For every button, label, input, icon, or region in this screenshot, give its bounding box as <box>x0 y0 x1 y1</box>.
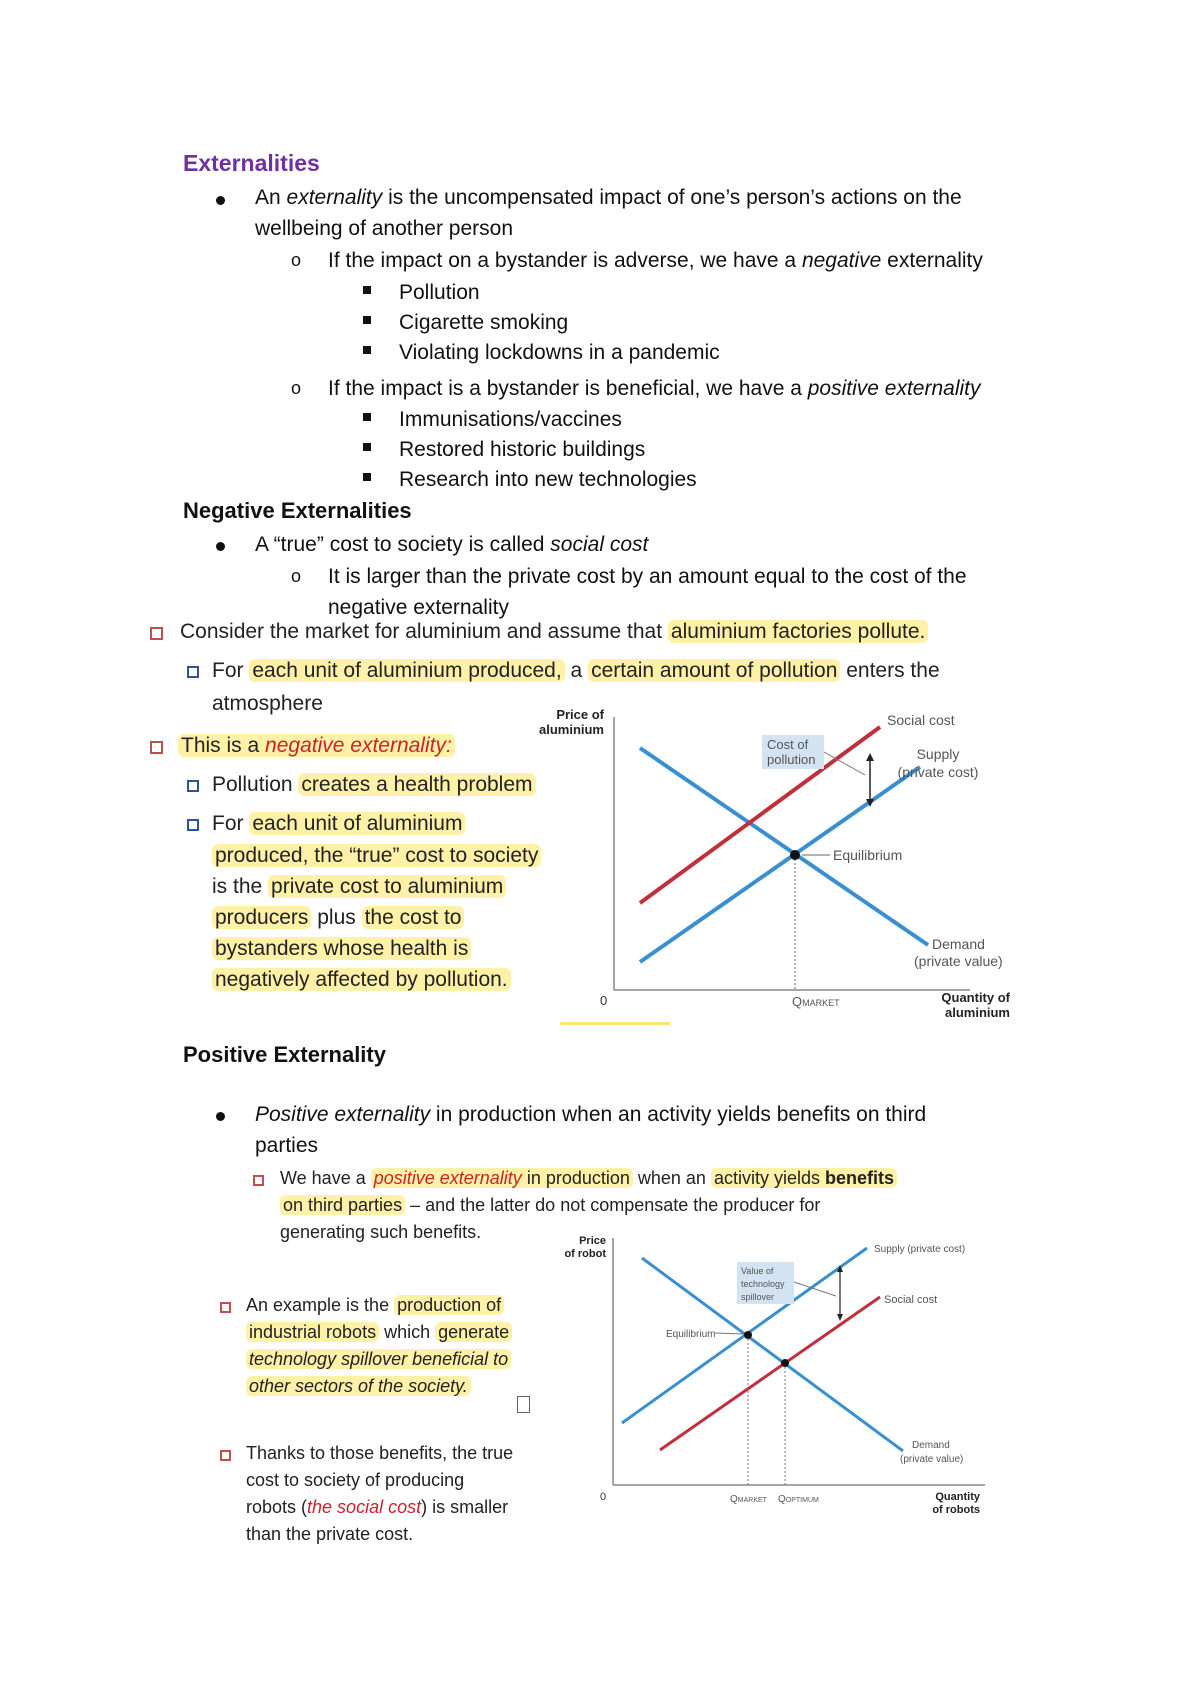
pos-item: Restored historic buildings <box>399 438 646 461</box>
positive-def-line-2: parties <box>255 1134 319 1157</box>
slide-bullet-box <box>253 1175 264 1186</box>
chart2-optimum-point <box>781 1359 789 1367</box>
chart2-qmarket-label: QMARKET <box>730 1494 767 1505</box>
chart1-arrow-head-up <box>866 753 874 761</box>
slide2-line: We have a positive externality in production when an activity yields benefits <box>280 1165 897 1192</box>
sub-bullet-o: o <box>291 250 302 270</box>
heading-negative-externalities: Negative Externalities <box>183 498 412 523</box>
sub-bullet-o: o <box>291 378 302 398</box>
sub-bullet-o: o <box>291 566 302 586</box>
slide-line: For each unit of aluminium produced, a certain amount of pollution enters the <box>212 659 940 682</box>
slide2-line: industrial robots which generate <box>246 1319 512 1346</box>
positive-def-line-1: Positive externality in production when an activity yields benefits on third <box>255 1103 927 1126</box>
chart2-origin: 0 <box>600 1491 607 1503</box>
chart1-ylabel-2: aluminium <box>538 722 604 737</box>
chart2-demand-sublabel: (private value) <box>900 1454 964 1465</box>
slide-line: atmosphere <box>212 692 323 715</box>
chart1-xlabel-1: Quantity of <box>941 990 1010 1005</box>
chart2-arrow-head-down <box>837 1314 843 1321</box>
social-cost-line: A “true” cost to society is called social cost <box>255 533 649 556</box>
text-cursor-icon <box>517 1396 530 1413</box>
chart1-qmarket-label: QMARKET <box>792 994 840 1009</box>
chart2-ylabel-2: of robot <box>564 1248 606 1260</box>
slide-bullet-box <box>150 741 163 754</box>
chart2-spillover-label-2: technology <box>741 1279 785 1289</box>
slide2-line: generating such benefits. <box>280 1222 482 1242</box>
chart1-demand-label: Demand <box>932 936 985 952</box>
slide2-line: technology spillover beneficial to <box>246 1346 511 1373</box>
chart1-supply-sublabel: (private cost) <box>897 764 979 780</box>
slide-line: Pollution creates a health problem <box>212 769 536 800</box>
slide2-line: Thanks to those benefits, the true <box>246 1443 514 1463</box>
larger-cost-line-2: negative externality <box>328 596 509 619</box>
chart1-cost-pollution-label-2: pollution <box>767 752 816 767</box>
chart2-spillover-label-3: spillover <box>741 1292 775 1302</box>
slide-bullet-box <box>220 1450 231 1461</box>
bullet-dot <box>216 192 225 210</box>
pos-item: Immunisations/vaccines <box>399 408 622 431</box>
chart2-xlabel-1: Quantity <box>935 1491 980 1503</box>
definition-line-1: An externality is the uncompensated impact of one’s person’s actions on the <box>255 186 962 209</box>
chart1-cost-pollution-label-1: Cost of <box>767 737 809 752</box>
slide-bullet-box <box>150 627 163 640</box>
slide-line: producers plus the cost to <box>212 902 464 933</box>
slide-sub-bullet-box <box>187 666 199 678</box>
slide-line: is the private cost to aluminium <box>212 871 506 902</box>
chart1-xlabel-2: aluminium <box>944 1005 1010 1020</box>
chart2-equilibrium-label: Equilibrium <box>666 1329 716 1340</box>
definition-line-2: wellbeing of another person <box>255 217 514 240</box>
chart1-social-cost-label: Social cost <box>887 712 955 728</box>
slide-sub-bullet-box <box>187 819 199 831</box>
chart1-origin: 0 <box>600 993 608 1008</box>
neg-item: Cigarette smoking <box>399 311 569 334</box>
negative-impact-line: If the impact on a bystander is adverse, we have a negative externality <box>328 249 983 272</box>
neg-item: Pollution <box>399 281 480 304</box>
chart2-equilibrium-point <box>744 1331 752 1339</box>
positive-impact-line: If the impact is a bystander is beneficial, we have a positive externality <box>328 377 981 400</box>
chart1-supply-label: Supply <box>916 746 960 762</box>
chart2-supply-label: Supply (private cost) <box>874 1244 966 1255</box>
slide2-line: cost to society of producing <box>246 1470 465 1490</box>
chart2-demand-label: Demand <box>912 1440 950 1451</box>
slide-line: negatively affected by pollution. <box>212 964 511 995</box>
chart1-supply-line <box>640 767 920 962</box>
slide-line: bystanders whose health is <box>212 933 471 964</box>
chart1-equilibrium-point <box>790 850 800 860</box>
neg-item: Violating lockdowns in a pandemic <box>399 341 720 364</box>
slide2-line: on third parties – and the latter do not compensate the producer for <box>280 1192 820 1219</box>
robot-chart <box>560 1230 1000 1520</box>
chart1-ylabel-1: Price of <box>556 707 604 722</box>
bullet-dot <box>216 538 225 556</box>
chart1-equilibrium-label: Equilibrium <box>833 847 903 863</box>
chart2-ylabel-1: Price <box>579 1235 606 1247</box>
chart2-social-cost-label: Social cost <box>884 1294 938 1306</box>
slide-line: This is a negative externality: <box>178 730 455 761</box>
chart2-spillover-label-1: Value of <box>741 1266 774 1276</box>
chart2-equilibrium-leader <box>715 1333 743 1334</box>
bullet-dot <box>216 1108 225 1126</box>
heading-positive-externality: Positive Externality <box>183 1042 386 1067</box>
slide-bullet-box <box>220 1302 231 1313</box>
slide2-line: An example is the production of <box>246 1292 504 1319</box>
pos-item: Research into new technologies <box>399 468 697 491</box>
chart1-demand-sublabel: (private value) <box>914 953 1003 969</box>
slide2-line: than the private cost. <box>246 1524 414 1544</box>
slide-sub-bullet-box <box>187 780 199 792</box>
chart2-qoptimum-label: QOPTIMUM <box>778 1494 819 1505</box>
slide-line: For each unit of aluminium <box>212 808 465 839</box>
aluminium-chart <box>520 705 1020 1030</box>
heading-externalities: Externalities <box>183 150 320 176</box>
slide2-line: robots (the social cost) is smaller <box>246 1497 509 1517</box>
slide2-line: other sectors of the society. <box>246 1373 471 1400</box>
slide-line: produced, the “true” cost to society <box>212 840 541 871</box>
slide-line: Consider the market for aluminium and assume that aluminium factories pollute. <box>180 616 928 647</box>
larger-cost-line-1: It is larger than the private cost by an amount equal to the cost of the <box>328 565 967 588</box>
chart2-xlabel-2: of robots <box>932 1504 980 1516</box>
